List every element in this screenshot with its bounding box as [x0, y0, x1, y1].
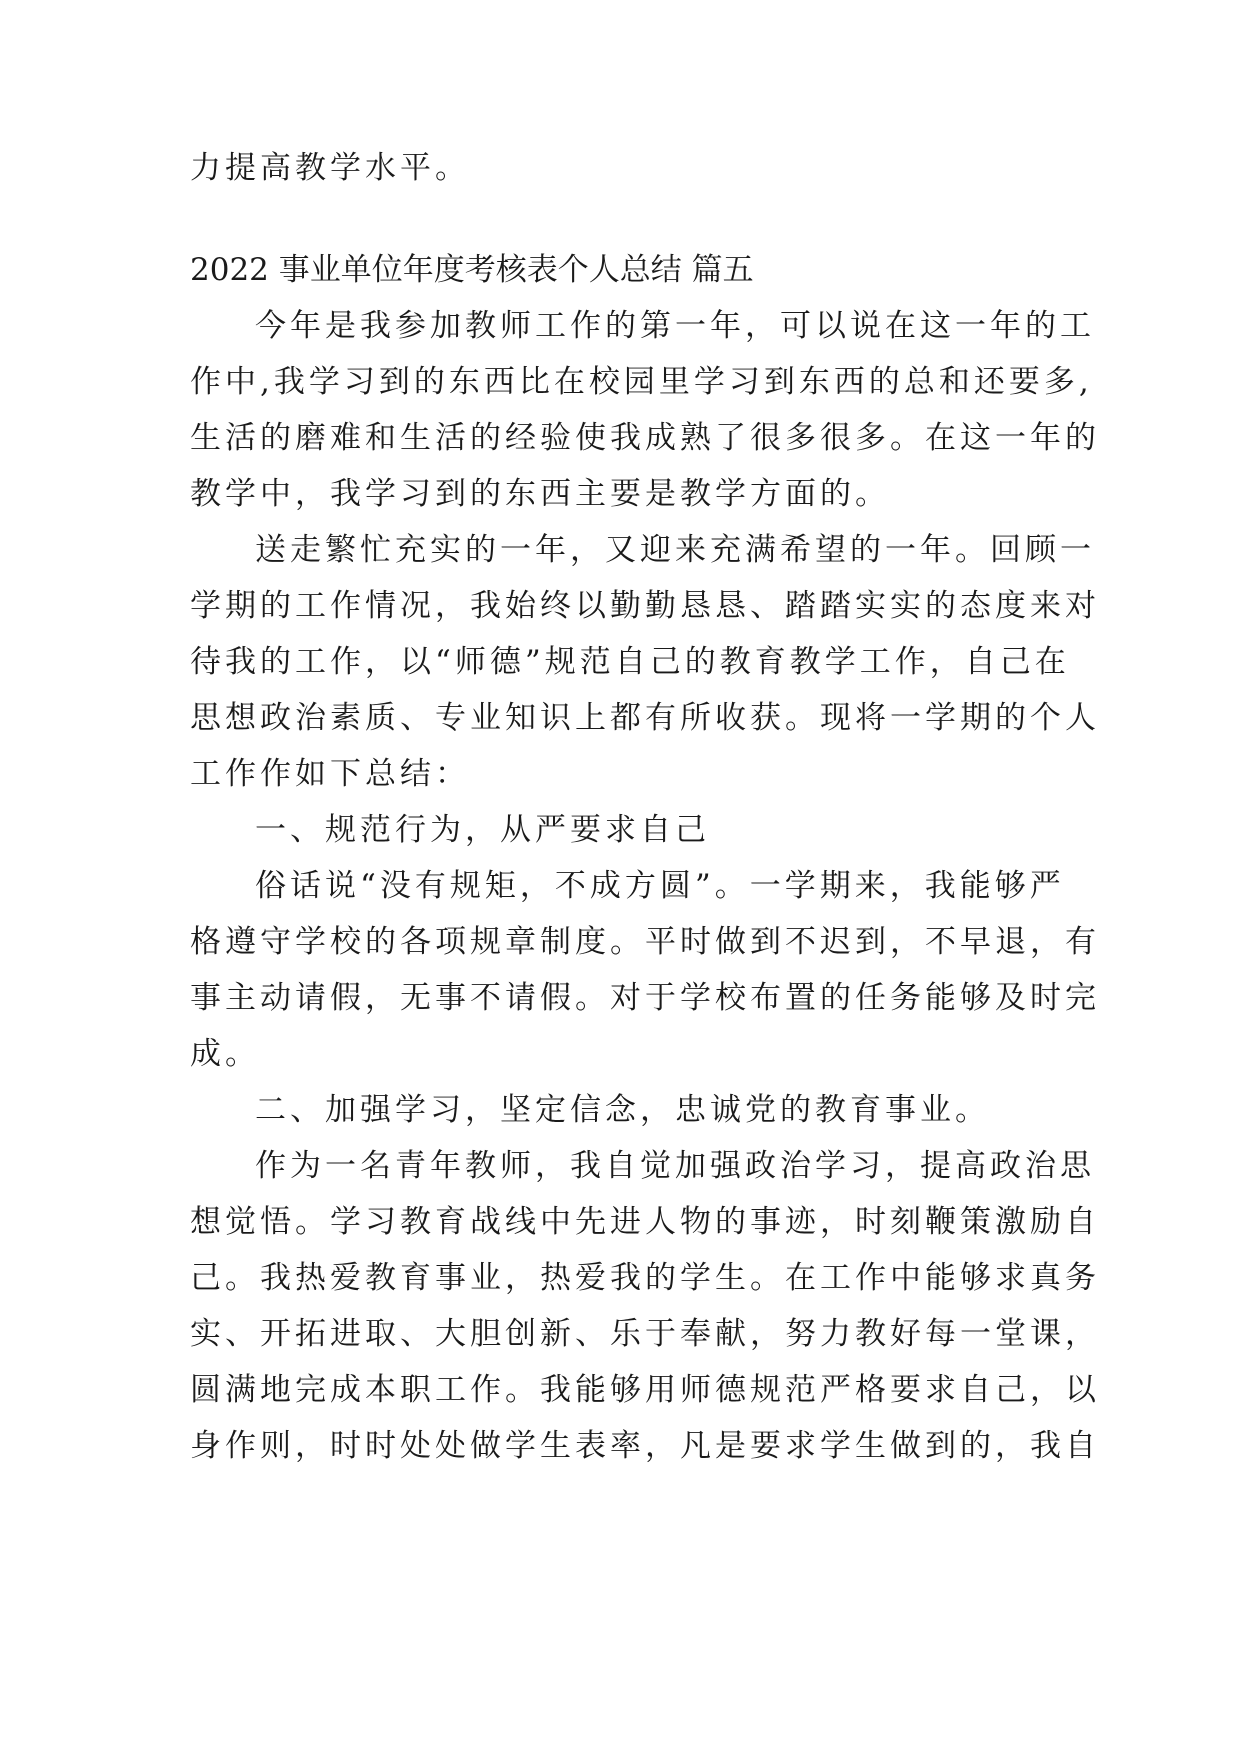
paragraph-line: 送走繁忙充实的一年，又迎来充满希望的一年。回顾一 — [255, 532, 1095, 568]
paragraph-line: 想觉悟。学习教育战线中先进人物的事迹，时刻鞭策激励自 — [190, 1204, 1100, 1240]
paragraph-line: 待我的工作，以“师德”规范自己的教育教学工作，自己在 — [190, 644, 1070, 680]
paragraph-line: 圆满地完成本职工作。我能够用师德规范严格要求自己，以 — [190, 1372, 1100, 1408]
paragraph-line: 作中,我学习到的东西比在校园里学习到东西的总和还要多, — [190, 364, 1093, 400]
paragraph-line: 今年是我参加教师工作的第一年，可以说在这一年的工 — [255, 308, 1095, 344]
paragraph-line: 力提高教学水平。 — [190, 150, 470, 186]
paragraph-line: 生活的磨难和生活的经验使我成熟了很多很多。在这一年的 — [190, 420, 1100, 456]
paragraph-line: 成。 — [190, 1036, 260, 1072]
paragraph-line: 事主动请假，无事不请假。对于学校布置的任务能够及时完 — [190, 980, 1100, 1016]
subheading: 二、加强学习，坚定信念，忠诚党的教育事业。 — [255, 1092, 990, 1128]
paragraph-line: 格遵守学校的各项规章制度。平时做到不迟到，不早退，有 — [190, 924, 1100, 960]
paragraph-line: 教学中，我学习到的东西主要是教学方面的。 — [190, 476, 890, 512]
paragraph-line: 身作则，时时处处做学生表率，凡是要求学生做到的，我自 — [190, 1428, 1100, 1464]
paragraph-line: 思想政治素质、专业知识上都有所收获。现将一学期的个人 — [190, 700, 1100, 736]
paragraph-line: 己。我热爱教育事业，热爱我的学生。在工作中能够求真务 — [190, 1260, 1100, 1296]
paragraph-line: 俗话说“没有规矩，不成方圆”。一学期来，我能够严 — [255, 868, 1065, 904]
paragraph-line: 工作作如下总结： — [190, 756, 470, 792]
section-heading: 2022 事业单位年度考核表个人总结 篇五 — [190, 252, 754, 288]
paragraph-line: 作为一名青年教师，我自觉加强政治学习，提高政治思 — [255, 1148, 1095, 1184]
paragraph-line: 实、开拓进取、大胆创新、乐于奉献，努力教好每一堂课， — [190, 1316, 1100, 1352]
subheading: 一、规范行为，从严要求自己 — [255, 812, 710, 848]
paragraph-line: 学期的工作情况，我始终以勤勤恳恳、踏踏实实的态度来对 — [190, 588, 1100, 624]
